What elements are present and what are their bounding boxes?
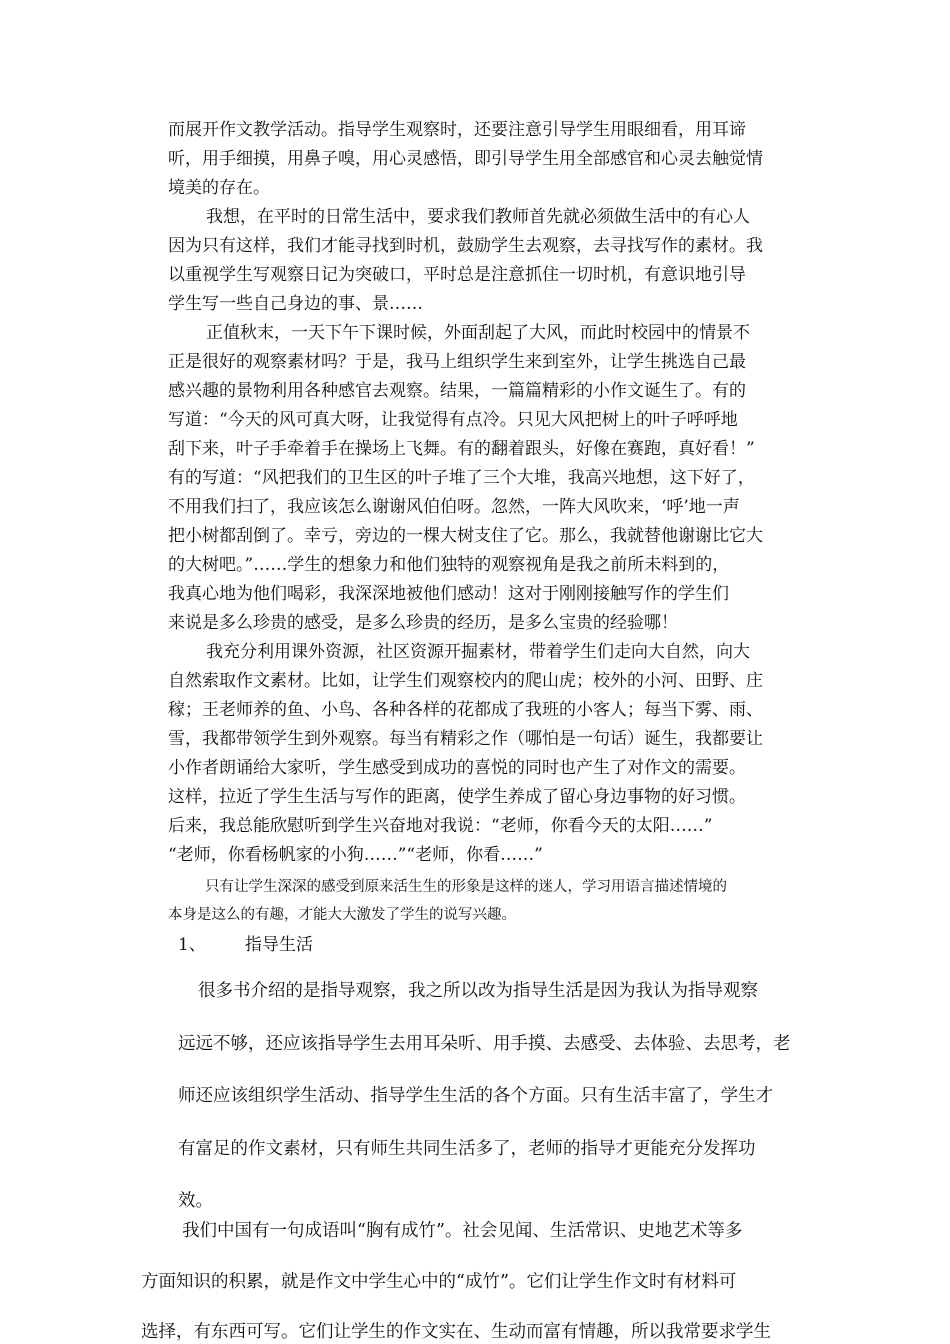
- paragraph-line: “老师，你看杨帆家的小狗……”“老师，你看……”: [168, 845, 543, 865]
- paragraph-line: 不用我们扫了，我应该怎么谢谢风伯伯呀。忽然，一阵大风吹来，‘呼’地一声: [168, 497, 740, 517]
- paragraph-line: 选择，有东西可写。它们让学生的作文实在、生动而富有情趣，所以我常要求学生: [141, 1322, 771, 1342]
- paragraph-line: 学生写一些自己身边的事、景……: [168, 294, 423, 314]
- paragraph-line: 而展开作文教学活动。指导学生观察时，还要注意引导学生用眼细看，用耳谛: [168, 120, 746, 140]
- paragraph-line: 自然索取作文素材。比如，让学生们观察校内的爬山虎；校外的小河、田野、庄: [168, 671, 763, 691]
- paragraph-line: 有的写道：“风把我们的卫生区的叶子堆了三个大堆，我高兴地想，这下好了，: [168, 468, 755, 488]
- paragraph-line: 听，用手细摸，用鼻子嗅，用心灵感悟，即引导学生用全部感官和心灵去触觉情: [168, 149, 763, 169]
- paragraph-line: 感兴趣的景物利用各种感官去观察。结果，一篇篇精彩的小作文诞生了。有的: [168, 381, 746, 401]
- paragraph-line: 刮下来，叶子手牵着手在操场上飞舞。有的翻着跟头，好像在赛跑，真好看！”: [168, 439, 755, 459]
- paragraph-line: 我们中国有一句成语叫“胸有成竹”。社会见闻、生活常识、史地艺术等多: [182, 1221, 743, 1241]
- paragraph-line: 我充分利用课外资源，社区资源开掘素材，带着学生们走向大自然，向大: [206, 642, 750, 662]
- paragraph-line: 有富足的作文素材，只有师生共同生活多了，老师的指导才更能充分发挥功: [178, 1139, 756, 1159]
- heading-title: 指导生活: [245, 935, 313, 955]
- paragraph-line: 师还应该组织学生活动、指导学生生活的各个方面。只有生活丰富了，学生才: [178, 1086, 773, 1106]
- paragraph-line: 正是很好的观察素材吗？于是，我马上组织学生来到室外，让学生挑选自己最: [168, 352, 746, 372]
- heading-number: 1、: [178, 935, 206, 955]
- paragraph-line: 效。: [178, 1191, 213, 1211]
- paragraph-line: 远远不够，还应该指导学生去用耳朵听、用手摸、去感受、去体验、去思考，老: [178, 1034, 791, 1054]
- paragraph-line: 因为只有这样，我们才能寻找到时机，鼓励学生去观察，去寻找写作的素材。我: [168, 236, 763, 256]
- paragraph-line: 以重视学生写观察日记为突破口，平时总是注意抓住一切时机，有意识地引导: [168, 265, 746, 285]
- paragraph-line: 本身是这么的有趣，才能大大激发了学生的说写兴趣。: [168, 907, 516, 923]
- paragraph-line: 把小树都刮倒了。幸亏，旁边的一棵大树支住了它。那么，我就替他谢谢比它大: [168, 526, 763, 546]
- paragraph-line: 方面知识的积累，就是作文中学生心中的“成竹”。它们让学生作文时有材料可: [141, 1272, 737, 1292]
- paragraph-line: 我想，在平时的日常生活中，要求我们教师首先就必须做生活中的有心人: [206, 207, 750, 227]
- paragraph-line: 正值秋末，一天下午下课时候，外面刮起了大风，而此时校园中的情景不: [206, 323, 750, 343]
- paragraph-line: 境美的存在。: [168, 178, 270, 198]
- paragraph-line: 小作者朗诵给大家听，学生感受到成功的喜悦的同时也产生了对作文的需要。: [168, 758, 746, 778]
- paragraph-line: 很多书介绍的是指导观察，我之所以改为指导生活是因为我认为指导观察: [198, 981, 758, 1001]
- paragraph-line: 雪，我都带领学生到外观察。每当有精彩之作（哪怕是一句话）诞生，我都要让: [168, 729, 763, 749]
- paragraph-line: 这样，拉近了学生生活与写作的距离，使学生养成了留心身边事物的好习惯。: [168, 787, 746, 807]
- paragraph-line: 来说是多么珍贵的感受，是多么珍贵的经历，是多么宝贵的经验哪！: [168, 613, 678, 633]
- paragraph-line: 只有让学生深深的感受到原来活生生的形象是这样的迷人，学习用语言描述情境的: [205, 879, 727, 895]
- paragraph-line: 我真心地为他们喝彩，我深深地被他们感动！这对于刚刚接触写作的学生们: [168, 584, 729, 604]
- paragraph-line: 的大树吧。”……学生的想象力和他们独特的观察视角是我之前所未料到的，: [168, 555, 730, 575]
- paragraph-line: 写道：“今天的风可真大呀，让我觉得有点冷。只见大风把树上的叶子呼呼地: [168, 410, 738, 430]
- paragraph-line: 后来，我总能欣慰听到学生兴奋地对我说：“老师，你看今天的太阳……”: [168, 816, 713, 836]
- paragraph-line: 稼；王老师养的鱼、小鸟、各种各样的花都成了我班的小客人；每当下雾、雨、: [168, 700, 763, 720]
